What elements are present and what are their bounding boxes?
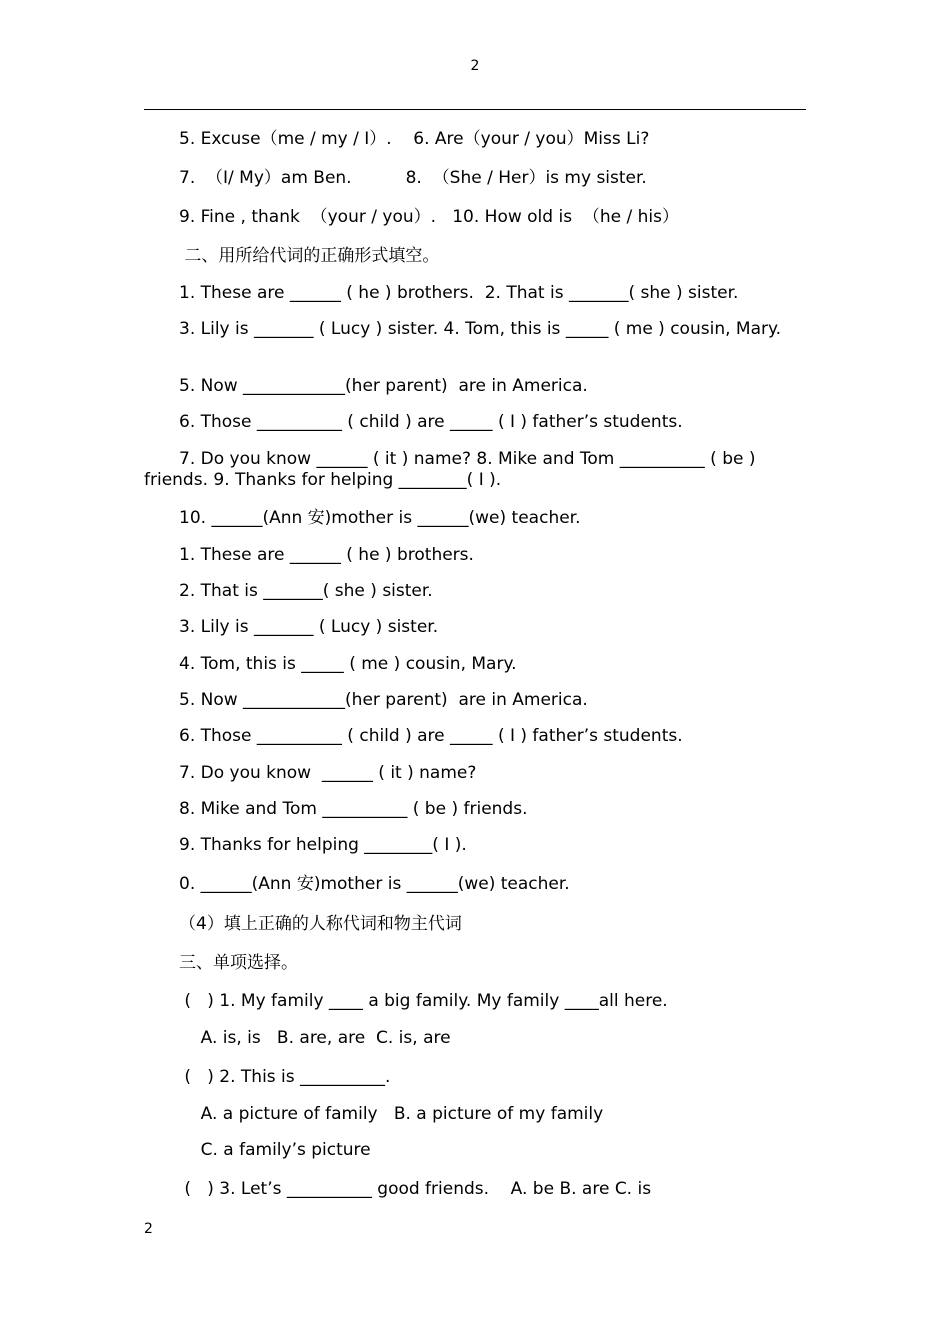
exercise-line: 2. That is _______( she ) sister. xyxy=(179,581,433,601)
page-number-bottom: 2 xyxy=(144,1221,153,1237)
exercise-line: 9. Thanks for helping ________( I ). xyxy=(179,835,467,855)
page-number-top: 2 xyxy=(470,58,480,74)
exercise-line: A. is, is B. are, are C. is, are xyxy=(179,1028,451,1048)
exercise-line: 9. Fine , thank （your / you）. 10. How old is （he / his） xyxy=(179,207,679,227)
exercise-line: 6. Those __________ ( child ) are _____ ( I ) father’s students. xyxy=(179,726,683,746)
exercise-line: 7. （I/ My）am Ben. 8. （She / Her）is my sister. xyxy=(179,168,647,188)
exercise-line: ( ) 2. This is __________. xyxy=(179,1067,391,1087)
exercise-line: 6. Those __________ ( child ) are _____ ( I ) father’s students. xyxy=(179,412,683,432)
exercise-line: 8. Mike and Tom __________ ( be ) friends. xyxy=(179,799,528,819)
exercise-line: 0. ______(Ann 安)mother is ______(we) teacher. xyxy=(179,874,570,894)
section-heading-multiple-choice: 三、单项选择。 xyxy=(179,953,298,973)
exercise-line: 5. Now ____________(her parent) are in America. xyxy=(179,376,588,396)
exercise-line: 1. These are ______ ( he ) brothers. 2. That is _______( she ) sister. xyxy=(179,283,739,303)
exercise-line: ( ) 1. My family ____ a big family. My family ____all here. xyxy=(179,991,668,1011)
exercise-line: 4. Tom, this is _____ ( me ) cousin, Mary. xyxy=(179,654,517,674)
header-divider xyxy=(144,109,806,110)
exercise-line: ( ) 3. Let’s __________ good friends. A. be B. are C. is xyxy=(179,1179,652,1199)
exercise-line: 5. Now ____________(her parent) are in America. xyxy=(179,690,588,710)
section-heading-pronouns: （4）填上正确的人称代词和物主代词 xyxy=(179,914,462,934)
exercise-line: 10. ______(Ann 安)mother is ______(we) teacher. xyxy=(179,508,581,528)
exercise-line: 3. Lily is _______ ( Lucy ) sister. 4. Tom, this is _____ ( me ) cousin, Mary. xyxy=(179,319,782,339)
exercise-line: 1. These are ______ ( he ) brothers. xyxy=(179,545,474,565)
exercise-line: 7. Do you know ______ ( it ) name? 8. Mike and Tom __________ ( be ) friends. 9. Thanks for helping ________( I ). xyxy=(144,449,756,490)
exercise-line: 5. Excuse（me / my / I）. 6. Are（your / you）Miss Li? xyxy=(179,129,650,149)
exercise-line: C. a family’s picture xyxy=(179,1140,371,1160)
exercise-line: A. a picture of family B. a picture of my family xyxy=(179,1104,604,1124)
exercise-line: 7. Do you know ______ ( it ) name? xyxy=(179,763,477,783)
exercise-line: 3. Lily is _______ ( Lucy ) sister. xyxy=(179,617,439,637)
section-heading-fill-pronouns: 二、用所给代词的正确形式填空。 xyxy=(179,246,440,266)
